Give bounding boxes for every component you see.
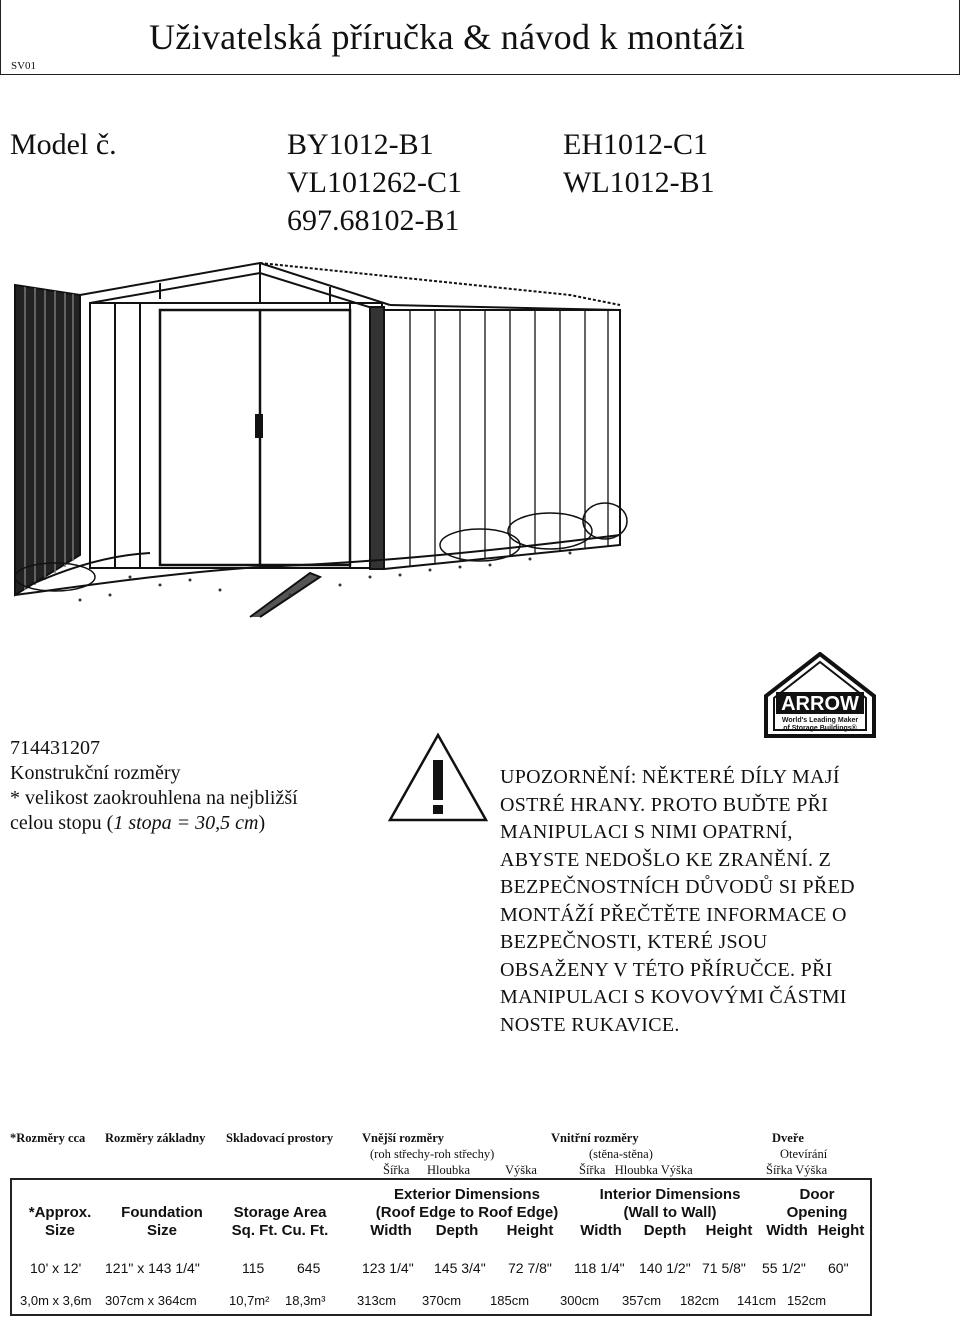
model-number-1: BY1012-B1 [287, 128, 434, 161]
logo-brand: ARROW [781, 693, 859, 715]
table-cell: 300cm [560, 1293, 600, 1308]
rounding-note: * velikost zaokrouhlena na nejbližší [10, 787, 298, 809]
table-cell: 182cm [680, 1293, 720, 1308]
ext-width-header: Width [370, 1222, 412, 1239]
cz-door-cols: Šířka Výška [766, 1163, 828, 1177]
int-height-header: Height [705, 1222, 753, 1239]
model-number-5: 697.68102-B1 [287, 204, 460, 237]
warning-line: MONTÁŽÍ PŘEČTĚTE INFORMACE O [500, 903, 847, 926]
model-number-4: WL1012-B1 [563, 166, 715, 199]
warning-line: UPOZORNĚNÍ: NĚKTERÉ DÍLY MAJÍ [500, 766, 840, 788]
table-cell: 370cm [422, 1293, 462, 1308]
table-cell: 645 [297, 1260, 321, 1276]
cz-door-header: Dveře [772, 1131, 804, 1145]
title-bar [0, 0, 960, 75]
warning-line: MANIPULACI S KOVOVÝMI ČÁSTMI [500, 986, 847, 1008]
model-number-2: EH1012-C1 [563, 128, 708, 161]
storage-area-header: Storage Area Sq. Ft. Cu. Ft. [231, 1204, 329, 1239]
int-width-header: Width [580, 1222, 622, 1239]
cz-foundation-header: Rozměry základny [105, 1131, 206, 1145]
table-cell: 357cm [622, 1293, 662, 1308]
cz-exterior-header: Vnější rozměry [362, 1131, 445, 1145]
warning-line: ABYSTE NEDOŠLO KE ZRANĚNÍ. Z [500, 848, 832, 871]
cz-door-sub: Otevírání [780, 1147, 828, 1161]
logo-tagline-2: of Storage Buildings® [783, 725, 857, 732]
table-cell: 145 3/4" [434, 1260, 486, 1276]
table-cell: 121" x 143 1/4" [105, 1260, 200, 1276]
cz-int-cols: Šířka Hloubka Výška [579, 1163, 693, 1177]
warning-line: BEZPEČNOSTI, KTERÉ JSOU [500, 931, 768, 953]
model-label: Model č. [10, 128, 117, 161]
dimensions-table [10, 1178, 872, 1316]
table-cell: 10' x 12' [30, 1260, 82, 1276]
int-depth-header: Depth [643, 1222, 687, 1239]
safety-warning [500, 764, 940, 1039]
cz-interior-sub: (stěna-stěna) [589, 1147, 653, 1161]
door-width-header: Width [766, 1222, 808, 1239]
table-cell: 118 1/4" [574, 1260, 625, 1276]
table-cell: 141cm [737, 1293, 777, 1308]
table-cell: 152cm [787, 1293, 827, 1308]
warning-line: OBSAŽENY V TÉTO PŘÍRUČCE. PŘI [500, 958, 833, 981]
dimensions-note [10, 736, 298, 836]
table-cell: 71 5/8" [702, 1260, 746, 1276]
table-cell: 140 1/2" [639, 1260, 691, 1276]
table-cell: 3,0m x 3,6m [20, 1293, 92, 1308]
interior-dimensions-header: Interior Dimensions (Wall to Wall) [599, 1186, 741, 1221]
cz-ext-width: Šířka [383, 1163, 410, 1177]
conversion-note: celou stopu (1 stopa = 30,5 cm) [10, 812, 266, 834]
warning-line: OSTRÉ HRANY. PROTO BUĎTE PŘI [500, 793, 829, 816]
table-cell: 55 1/2" [762, 1260, 806, 1276]
table-cell: 185cm [490, 1293, 530, 1308]
foundation-size-header: Foundation Size [121, 1204, 203, 1239]
cz-approx-header: *Rozměry cca [10, 1131, 86, 1145]
table-cell: 18,3m³ [285, 1293, 326, 1308]
page-title: Uživatelská příručka & návod k montáži [149, 17, 746, 57]
ext-depth-header: Depth [435, 1222, 479, 1239]
exterior-dimensions-header: Exterior Dimensions (Roof Edge to Roof Edge) [375, 1186, 559, 1221]
table-cell: 307cm x 364cm [105, 1293, 197, 1308]
table-cell: 10,7m² [229, 1293, 270, 1308]
cz-exterior-sub: (roh střechy-roh střechy) [370, 1147, 495, 1161]
cz-storage-header: Skladovací prostory [226, 1131, 334, 1145]
dimensions-heading: Konstrukční rozměry [10, 762, 181, 784]
arrow-logo [764, 652, 876, 738]
door-opening-header: Door Opening [786, 1186, 848, 1221]
approx-size-header: *Approx. Size [28, 1204, 92, 1239]
table-cell: 115 [242, 1260, 265, 1276]
warning-line: BEZPEČNOSTNÍCH DŮVODŮ SI PŘED [500, 876, 855, 898]
cz-ext-depth: Hloubka [427, 1163, 471, 1177]
table-cell: 60" [828, 1260, 849, 1276]
part-number: 714431207 [10, 737, 100, 759]
table-cell: 313cm [357, 1293, 397, 1308]
table-cell: 123 1/4" [362, 1260, 414, 1276]
door-height-header: Height [817, 1222, 865, 1239]
logo-tagline-1: World's Leading Maker [781, 717, 859, 724]
warning-line: MANIPULACI S NIMI OPATRNÍ, [500, 821, 793, 843]
ext-height-header: Height [506, 1222, 554, 1239]
model-number-3: VL101262-C1 [287, 166, 462, 199]
cz-ext-height: Výška [505, 1163, 537, 1177]
table-cell: 72 7/8" [508, 1260, 552, 1276]
cz-interior-header: Vnitřní rozměry [551, 1131, 639, 1145]
document-code: SV01 [11, 60, 37, 72]
shed-illustration [10, 255, 630, 620]
warning-line: NOSTE RUKAVICE. [500, 1013, 680, 1036]
warning-icon [387, 732, 489, 824]
